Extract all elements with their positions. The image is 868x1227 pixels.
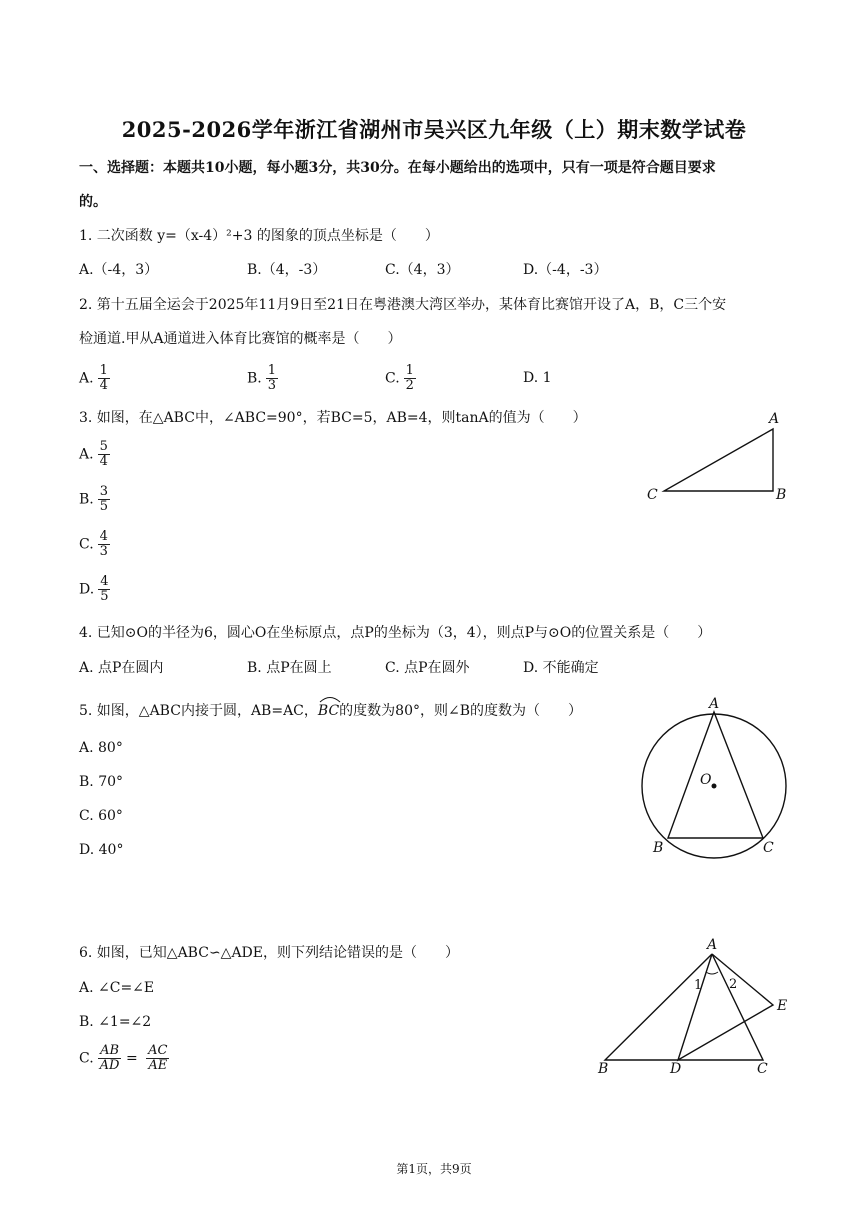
- q2-option-b: B. $\frac{1}{3}$: [247, 363, 277, 393]
- section-heading-cont: 的。: [79, 194, 107, 210]
- q2-option-a: A. $\frac{1}{4}$: [79, 363, 108, 393]
- question-1-stem: 1. 二次函数 y=（x-4）²+3 的图象的顶点坐标是（ ）: [79, 228, 439, 244]
- label-b: B: [776, 487, 787, 503]
- triangle-ade: [678, 954, 773, 1060]
- fraction: $\frac{1}{4}$: [99, 363, 108, 393]
- arc-bc: BC: [318, 697, 339, 721]
- q6-option-c: C. $\frac{AB}{AD}$ = $\frac{AC}{AE}$: [79, 1043, 168, 1073]
- label-c: C: [763, 840, 774, 856]
- q5-option-a: A. 80°: [79, 740, 123, 756]
- inscribed-triangle: [668, 712, 763, 838]
- label-c: C: [757, 1061, 768, 1077]
- question-5-stem: 5. 如图，△ABC内接于圆，AB=AC， BC的度数为80°，则∠B的度数为（ ）: [79, 697, 582, 721]
- fraction: $\frac{4}{3}$: [99, 529, 108, 559]
- angle-1-label: 1: [694, 978, 703, 993]
- q1-option-c: C.（4，3）: [385, 262, 460, 278]
- label-c: C: [647, 487, 658, 503]
- q1-option-b: B.（4，-3）: [247, 262, 327, 278]
- q1-option-a: A.（-4，3）: [79, 262, 159, 278]
- q3-option-c: C. $\frac{4}{3}$: [79, 529, 108, 559]
- question-3-stem: 3. 如图，在△ABC中，∠ABC=90°，若BC=5，AB=4，则tanA的值为（ ）: [79, 410, 587, 426]
- question-6-stem: 6. 如图，已知△ABC∽△ADE，则下列结论错误的是（ ）: [79, 945, 459, 961]
- q3-triangle-figure: [640, 405, 800, 505]
- angle-mark: [706, 972, 718, 974]
- q5-option-c: C. 60°: [79, 808, 123, 824]
- q5-circle-figure: [635, 692, 805, 862]
- question-2-stem-line2: 检通道.甲从A通道进入体育比赛馆的概率是（ ）: [79, 331, 402, 347]
- right-triangle: [664, 429, 773, 491]
- section-heading: 一、选择题：本题共10小题，每小题3分，共30分。在每小题给出的选项中，只有一项是符合题目要求: [79, 160, 716, 176]
- q5-option-b: B. 70°: [79, 774, 124, 790]
- label-e: E: [777, 998, 788, 1014]
- fraction-left: $\frac{AB}{AD}$: [99, 1043, 120, 1073]
- fraction: $\frac{1}{3}$: [267, 363, 277, 393]
- q2-option-c: C. $\frac{1}{2}$: [385, 363, 414, 393]
- center-point: [712, 784, 717, 789]
- question-4-stem: 4. 已知⊙O的半径为6，圆心O在坐标原点，点P的坐标为（3，4），则点P与⊙O的位置关系是（ ）: [79, 625, 712, 641]
- label-o: O: [700, 772, 712, 788]
- q1-option-d: D.（-4，-3）: [523, 262, 608, 278]
- triangle-abc: [605, 954, 763, 1060]
- q5-option-d: D. 40°: [79, 842, 124, 858]
- label-b: B: [598, 1061, 609, 1077]
- label-a: A: [709, 696, 720, 712]
- q4-option-b: B. 点P在圆上: [247, 660, 332, 676]
- label-d: D: [670, 1061, 682, 1077]
- q3-option-d: D. $\frac{4}{5}$: [79, 574, 109, 604]
- q4-option-a: A. 点P在圆内: [79, 660, 164, 676]
- fraction-right: $\frac{AC}{AE}$: [148, 1043, 168, 1073]
- q4-option-d: D. 不能确定: [523, 660, 599, 676]
- fraction: $\frac{4}{5}$: [100, 574, 109, 604]
- q3-option-b: B. $\frac{3}{5}$: [79, 484, 109, 514]
- fraction: $\frac{3}{5}$: [99, 484, 109, 514]
- label-a: A: [707, 937, 718, 953]
- label-a: A: [769, 411, 780, 427]
- fraction: $\frac{1}{2}$: [405, 363, 414, 393]
- fraction: $\frac{5}{4}$: [99, 439, 108, 469]
- q3-option-a: A. $\frac{5}{4}$: [79, 439, 108, 469]
- angle-2-label: 2: [729, 977, 738, 992]
- q6-similar-triangles-figure: [595, 938, 800, 1078]
- page-footer: 第1页，共9页: [396, 1162, 472, 1176]
- q4-option-c: C. 点P在圆外: [385, 660, 470, 676]
- q6-option-a: A. ∠C=∠E: [79, 980, 155, 996]
- question-2-stem-line1: 2. 第十五届全运会于2025年11月9日至21日在粤港澳大湾区举办，某体育比赛馆开设了A，B，C三个安: [79, 297, 727, 313]
- q6-option-b: B. ∠1=∠2: [79, 1014, 152, 1030]
- label-b: B: [653, 840, 664, 856]
- page-title: 2025-2026学年浙江省湖州市吴兴区九年级（上）期末数学试卷: [121, 117, 747, 142]
- q2-option-d: D. 1: [523, 370, 552, 386]
